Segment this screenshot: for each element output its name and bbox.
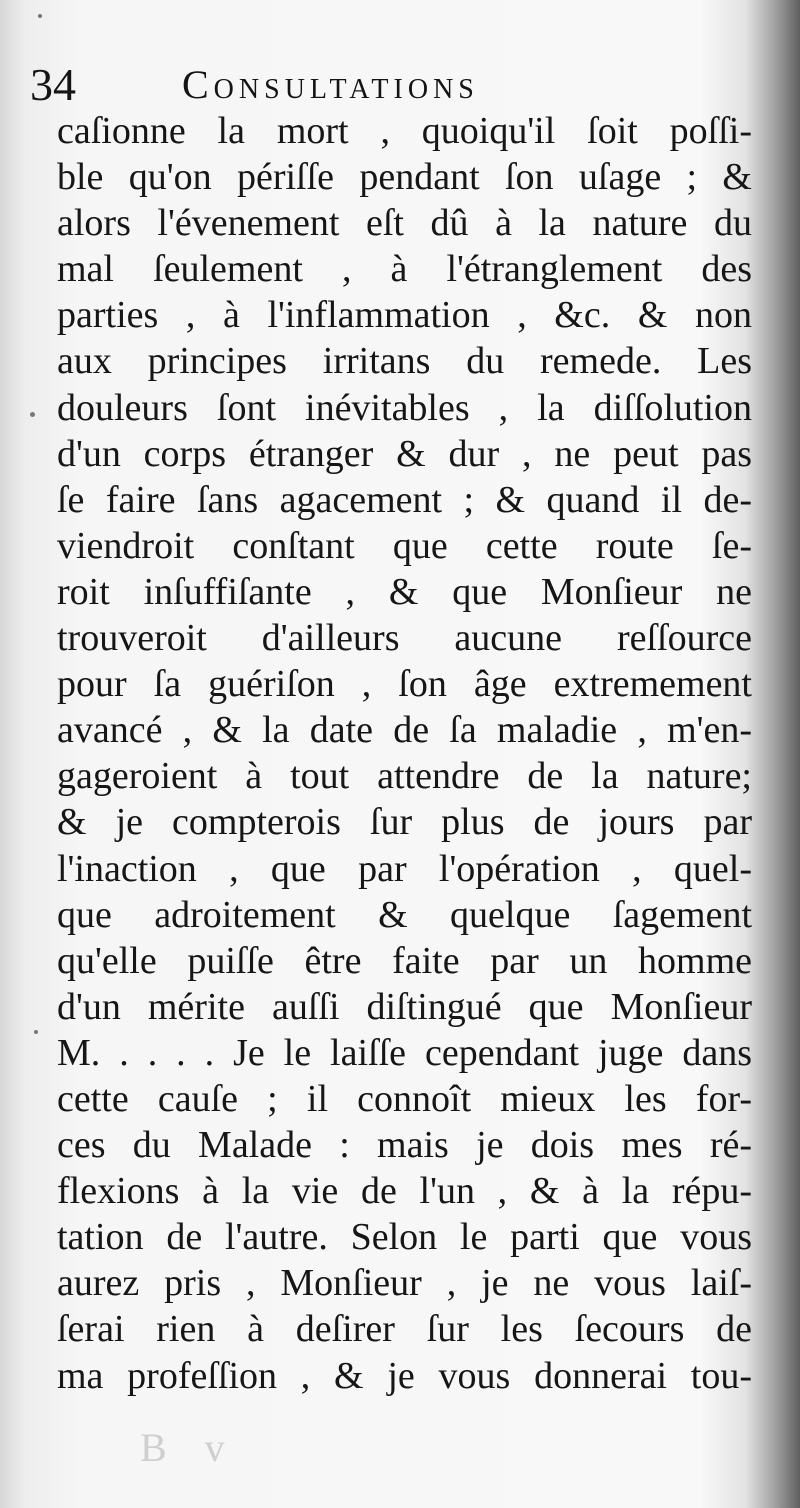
text-line: qu'elle puiſſe être faite par un homme bbox=[57, 939, 752, 982]
text-line: flexions à la vie de l'un , & à la répu- bbox=[57, 1170, 752, 1213]
text-line: roit inſuffiſante , & que Monſieur ne bbox=[57, 570, 752, 613]
ink-speck bbox=[30, 412, 35, 417]
text-line: ſerai rien à deſirer ſur les ſecours de bbox=[57, 1308, 752, 1351]
text-line: ma profeſſion , & je vous donnerai tou- bbox=[57, 1354, 752, 1397]
text-line: parties , à l'inflammation , &c. & non bbox=[57, 294, 752, 337]
text-line: M. . . . . Je le laiſſe cependant juge dans bbox=[57, 1031, 752, 1074]
text-line: avancé , & la date de ſa maladie , m'en- bbox=[57, 709, 752, 752]
text-line: aux principes irritans du remede. Les bbox=[57, 340, 752, 383]
text-line: ble qu'on périſſe pendant ſon uſage ; & bbox=[57, 156, 752, 199]
text-line: & je compterois ſur plus de jours par bbox=[57, 801, 752, 844]
text-line: viendroit conſtant que cette route ſe- bbox=[57, 524, 752, 567]
text-line: alors l'évenement eſt dû à la nature du bbox=[57, 202, 752, 245]
text-line: pour ſa guériſon , ſon âge extremement bbox=[57, 663, 752, 706]
text-line: caſionne la mort , quoiqu'il ſoit poſſi- bbox=[57, 110, 752, 152]
text-line: tation de l'autre. Selon le parti que vous bbox=[57, 1216, 752, 1259]
text-line: d'un mérite auſſi diſtingué que Monſieur bbox=[57, 985, 752, 1028]
signature-mark: B v bbox=[140, 1425, 239, 1470]
text-line: aurez pris , Monſieur , je ne vous laiſ- bbox=[57, 1262, 752, 1305]
text-line: mal ſeulement , à l'étranglement des bbox=[57, 248, 752, 291]
running-head bbox=[30, 55, 750, 115]
page-number: 34 bbox=[30, 59, 76, 110]
text-line: que adroitement & quelque ſagement bbox=[57, 893, 752, 936]
ink-speck bbox=[34, 1030, 38, 1034]
ink-speck bbox=[38, 14, 42, 18]
text-line: ſe faire ſans agacement ; & quand il de- bbox=[57, 478, 752, 521]
text-line: ces du Malade : mais je dois mes ré- bbox=[57, 1124, 752, 1167]
text-line: trouveroit d'ailleurs aucune reſſource bbox=[57, 617, 752, 660]
running-title: Consultations bbox=[182, 62, 479, 107]
text-line: d'un corps étranger & dur , ne peut pas bbox=[57, 432, 752, 475]
text-line: l'inaction , que par l'opération , quel- bbox=[57, 847, 752, 890]
text-line: cette cauſe ; il connoît mieux les for- bbox=[57, 1077, 752, 1120]
body-text bbox=[57, 108, 752, 1399]
text-line: gageroient à tout attendre de la nature; bbox=[57, 755, 752, 798]
text-line: douleurs ſont inévitables , la diſſolution bbox=[57, 386, 752, 429]
